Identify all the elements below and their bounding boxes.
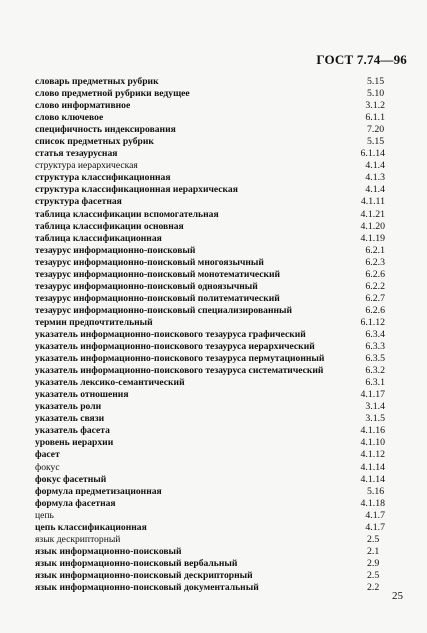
index-entry bbox=[35, 305, 385, 317]
index-reference: 7.20 bbox=[367, 124, 385, 136]
index-entry bbox=[35, 413, 385, 425]
index-entry bbox=[35, 76, 385, 88]
index-reference: 6.2.2 bbox=[365, 280, 385, 292]
index-term: тезаурус информационно-поисковый монотематический bbox=[35, 268, 281, 280]
index-entry bbox=[35, 209, 385, 221]
index-term: список предметных рубрик bbox=[35, 136, 154, 148]
index-term: тезаурус информационно-поисковый многоязычный bbox=[35, 256, 264, 268]
index-entry bbox=[35, 233, 385, 245]
index-entry bbox=[35, 437, 385, 449]
index-entry bbox=[35, 136, 385, 148]
index-reference: 5.15 bbox=[367, 76, 385, 87]
index-reference: 2.5 bbox=[367, 569, 380, 581]
index-entry bbox=[35, 510, 385, 522]
index-term: таблица классификационная bbox=[35, 232, 162, 244]
index-reference: 6.2.1 bbox=[365, 244, 385, 256]
page-number: 25 bbox=[392, 590, 403, 602]
index-term: слово предметной рубрики ведущее bbox=[35, 88, 190, 100]
index-term: указатель информационно-поискового тезауруса пермутационный bbox=[35, 353, 325, 365]
index-entry bbox=[35, 184, 385, 196]
index-reference: 6.2.7 bbox=[365, 292, 385, 304]
index-term: тезаурус информационно-поисковый политематический bbox=[35, 292, 280, 304]
index-term: слово информативное bbox=[35, 100, 131, 112]
index-reference: 4.1.16 bbox=[360, 425, 385, 437]
index-term: язык дескрипторный bbox=[35, 533, 121, 545]
index-term: цепь классификационная bbox=[35, 521, 147, 533]
index-reference: 6.3.3 bbox=[365, 341, 385, 353]
index-term: словарь предметных рубрик bbox=[35, 76, 159, 87]
index-reference: 5.15 bbox=[367, 136, 385, 148]
index-term: формула предметизационная bbox=[35, 485, 162, 497]
index-reference: 6.1.1 bbox=[365, 112, 385, 124]
index-term: язык информационно-поисковый документальный bbox=[35, 581, 259, 593]
index-term: уровень иерархии bbox=[35, 437, 114, 449]
index-reference: 4.1.3 bbox=[365, 172, 385, 184]
index-reference: 4.1.14 bbox=[360, 473, 385, 485]
index-term: язык информационно-поисковый вербальный bbox=[35, 557, 238, 569]
index-entry bbox=[35, 172, 385, 184]
index-entry bbox=[35, 570, 385, 582]
index-reference: 6.1.12 bbox=[360, 316, 385, 328]
index-term: указатель связи bbox=[35, 413, 105, 425]
index-entry bbox=[35, 389, 385, 401]
index-reference: 6.3.2 bbox=[365, 365, 385, 377]
index-entry bbox=[35, 281, 385, 293]
index-entry bbox=[35, 534, 385, 546]
index-reference: 5.16 bbox=[367, 485, 385, 497]
index-entry bbox=[35, 474, 385, 486]
index-entry bbox=[35, 245, 385, 257]
index-term: фокус фасетный bbox=[35, 473, 107, 485]
term-index-list bbox=[35, 76, 385, 594]
index-reference: 4.1.19 bbox=[360, 232, 385, 244]
index-entry bbox=[35, 498, 385, 510]
index-entry bbox=[35, 462, 385, 474]
index-term: структура классификационная bbox=[35, 172, 171, 184]
index-entry bbox=[35, 365, 385, 377]
index-reference: 4.1.14 bbox=[360, 461, 385, 473]
index-entry bbox=[35, 329, 385, 341]
index-entry bbox=[35, 486, 385, 498]
index-term: указатель отношения bbox=[35, 389, 129, 401]
index-entry bbox=[35, 112, 385, 124]
index-term: термин предпочтительный bbox=[35, 316, 153, 328]
index-entry bbox=[35, 546, 385, 558]
index-term: указатель роли bbox=[35, 401, 102, 413]
index-term: тезаурус информационно-поисковый bbox=[35, 244, 196, 256]
index-entry bbox=[35, 148, 385, 160]
index-term: таблица классификации основная bbox=[35, 220, 184, 232]
index-entry bbox=[35, 401, 385, 413]
index-term: указатель информационно-поискового тезауруса систематический bbox=[35, 365, 324, 377]
index-entry bbox=[35, 582, 385, 594]
index-reference: 2.1 bbox=[367, 545, 380, 557]
index-term: статья тезаурусная bbox=[35, 148, 118, 160]
index-entry bbox=[35, 558, 385, 570]
index-entry bbox=[35, 449, 385, 461]
index-term: тезаурус информационно-поисковый специализированный bbox=[35, 304, 293, 316]
index-reference: 6.3.1 bbox=[365, 377, 385, 389]
index-entry bbox=[35, 425, 385, 437]
index-reference: 2.2 bbox=[367, 581, 380, 593]
index-reference: 4.1.18 bbox=[360, 497, 385, 509]
index-reference: 4.1.7 bbox=[365, 521, 385, 533]
index-term: формула фасетная bbox=[35, 497, 116, 509]
index-term: указатель лексико-семантический bbox=[35, 377, 185, 389]
index-entry bbox=[35, 317, 385, 329]
index-term: специфичность индексирования bbox=[35, 124, 176, 136]
index-reference: 4.1.4 bbox=[365, 184, 385, 196]
index-reference: 4.1.11 bbox=[360, 196, 385, 208]
index-reference: 4.1.4 bbox=[365, 160, 385, 172]
index-reference: 4.1.12 bbox=[360, 449, 385, 461]
index-term: структура иерархическая bbox=[35, 160, 138, 172]
index-reference: 3.1.2 bbox=[365, 100, 385, 112]
index-term: тезаурус информационно-поисковый одноязычный bbox=[35, 280, 258, 292]
index-reference: 2.5 bbox=[367, 533, 380, 545]
index-term: язык информационно-поисковый дескрипторный bbox=[35, 569, 253, 581]
index-reference: 3.1.4 bbox=[365, 401, 385, 413]
index-term: слово ключевое bbox=[35, 112, 104, 124]
index-reference: 3.1.5 bbox=[365, 413, 385, 425]
index-reference: 4.1.7 bbox=[365, 509, 385, 521]
index-entry bbox=[35, 293, 385, 305]
index-reference: 4.1.20 bbox=[360, 220, 385, 232]
index-reference: 6.2.3 bbox=[365, 256, 385, 268]
index-entry bbox=[35, 221, 385, 233]
index-reference: 5.10 bbox=[367, 88, 385, 100]
index-reference: 6.3.5 bbox=[365, 353, 385, 365]
index-entry bbox=[35, 522, 385, 534]
index-reference: 6.1.14 bbox=[360, 148, 385, 160]
index-reference: 6.3.4 bbox=[365, 328, 385, 340]
index-entry bbox=[35, 160, 385, 172]
index-entry bbox=[35, 269, 385, 281]
index-entry bbox=[35, 100, 385, 112]
index-reference: 4.1.10 bbox=[360, 437, 385, 449]
index-term: цепь bbox=[35, 509, 54, 521]
index-term: указатель информационно-поискового тезауруса графический bbox=[35, 328, 306, 340]
index-reference: 4.1.21 bbox=[360, 208, 385, 220]
index-entry bbox=[35, 353, 385, 365]
index-term: структура классификационная иерархическая bbox=[35, 184, 238, 196]
index-term: структура фасетная bbox=[35, 196, 122, 208]
index-entry bbox=[35, 257, 385, 269]
index-reference: 4.1.17 bbox=[360, 389, 385, 401]
index-entry bbox=[35, 377, 385, 389]
index-term: фасет bbox=[35, 449, 60, 461]
index-term: фокус bbox=[35, 461, 60, 473]
index-entry bbox=[35, 341, 385, 353]
index-term: указатель информационно-поискового тезауруса иерархический bbox=[35, 341, 315, 353]
index-reference: 2.9 bbox=[367, 557, 380, 569]
index-term: указатель фасета bbox=[35, 425, 110, 437]
index-term: таблица классификации вспомогательная bbox=[35, 208, 219, 220]
index-entry bbox=[35, 196, 385, 208]
index-entry bbox=[35, 124, 385, 136]
document-header: ГОСТ 7.74—96 bbox=[316, 52, 407, 67]
index-entry bbox=[35, 88, 385, 100]
index-reference: 6.2.6 bbox=[365, 268, 385, 280]
index-term: язык информационно-поисковый bbox=[35, 545, 182, 557]
index-reference: 6.2.6 bbox=[365, 304, 385, 316]
